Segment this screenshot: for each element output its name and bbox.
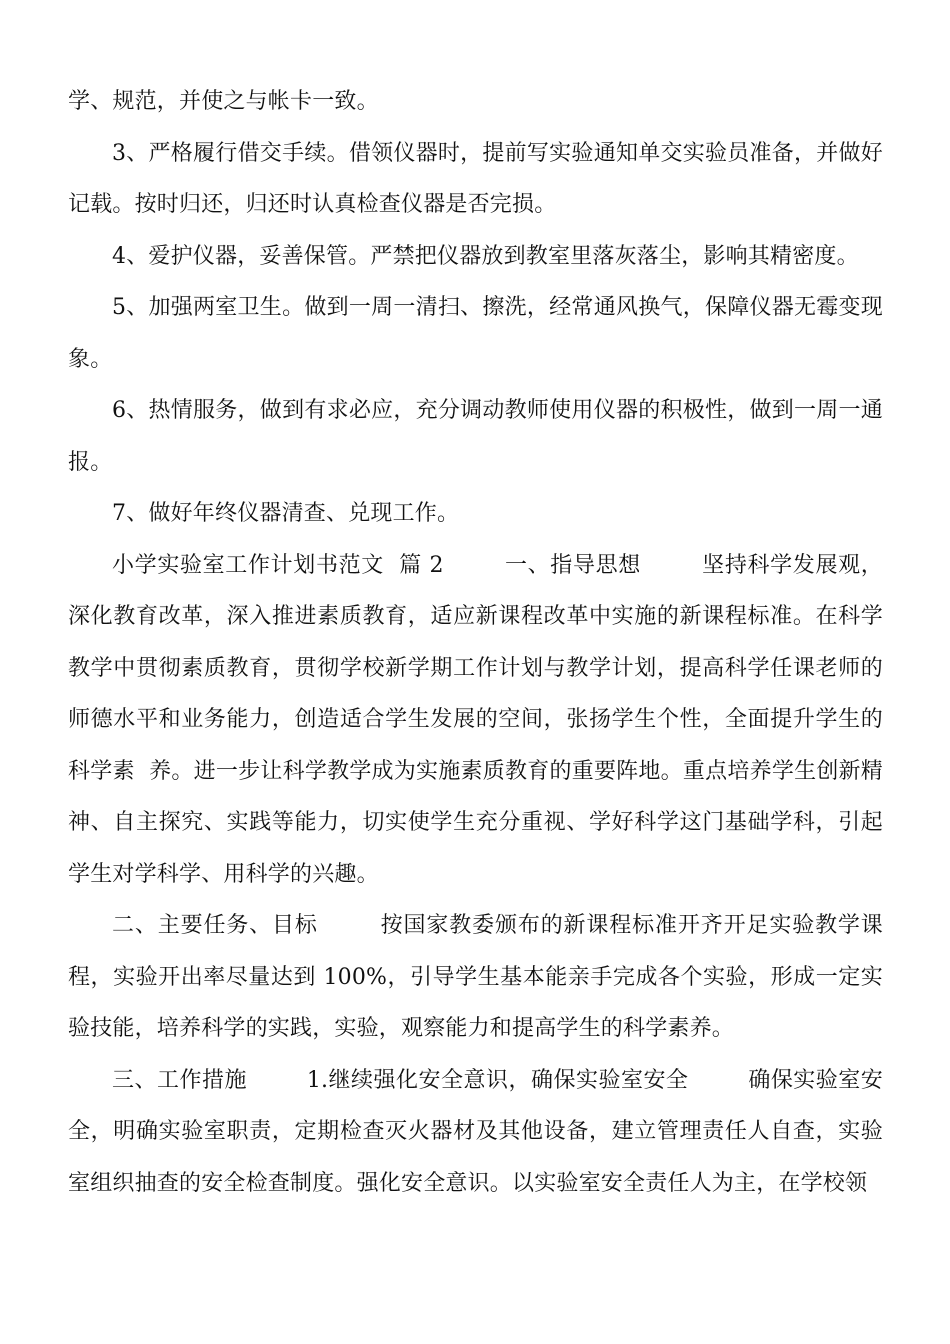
- paragraph-continuation: 学、规范，并使之与帐卡一致。: [68, 89, 379, 114]
- document-body: [68, 76, 883, 1209]
- paragraph-section-guiding-thought: 小学实验室工作计划书范文 篇 2 一、指导思想 坚持科学发展观，深化教育改革，深入推进素质教育，适应新课程改革中实施的新课程标准。在科学教学中贯彻素质教育，贯彻学校新学期工作计划与教学计划，提高科学任课老师的师德水平和业务能力，创造适合学生发展的空间，张扬学生个性，全面提升学生的科学素 养。进一步让科学教学成为实施素质教育的重要阵地。重点培养学生创新精神、自主探究、实践等能力，切实使学生充分重视、学好科学这门基础学科，引起学生对学科学、用科学的兴趣。: [68, 552, 883, 887]
- paragraph-item-7: 7、做好年终仪器清查、兑现工作。: [112, 501, 460, 526]
- paragraph-item-4: 4、爱护仪器，妥善保管。严禁把仪器放到教室里落灰落尘，影响其精密度。: [112, 243, 859, 269]
- paragraph-section-work-measures: 三、工作措施 1.继续强化安全意识，确保实验室安全 确保实验室安全，明确实验室职责，定期检查灭火器材及其他设备，建立管理责任人自查，实验室组织抽查的安全检查制度。强化安全意识。以实验室安全责任人为主，在学校领: [68, 1067, 883, 1196]
- paragraph-item-6: 6、热情服务，做到有求必应，充分调动教师使用仪器的积极性，做到一周一通报。: [68, 398, 883, 475]
- paragraph-section-tasks-goals: 二、主要任务、目标 按国家教委颁布的新课程标准开齐开足实验教学课程，实验开出率尽量达到 100%，引导学生基本能亲手完成各个实验，形成一定实验技能，培养科学的实践，实验，观察能力和提高学生的科学素养。: [68, 913, 883, 1041]
- paragraph-item-5: 5、加强两室卫生。做到一周一清扫、擦洗，经常通风换气，保障仪器无霉变现象。: [68, 295, 883, 372]
- paragraph-item-3: 3、严格履行借交手续。借领仪器时，提前写实验通知单交实验员准备，并做好记载。按时归还，归还时认真检查仪器是否完损。: [68, 140, 883, 217]
